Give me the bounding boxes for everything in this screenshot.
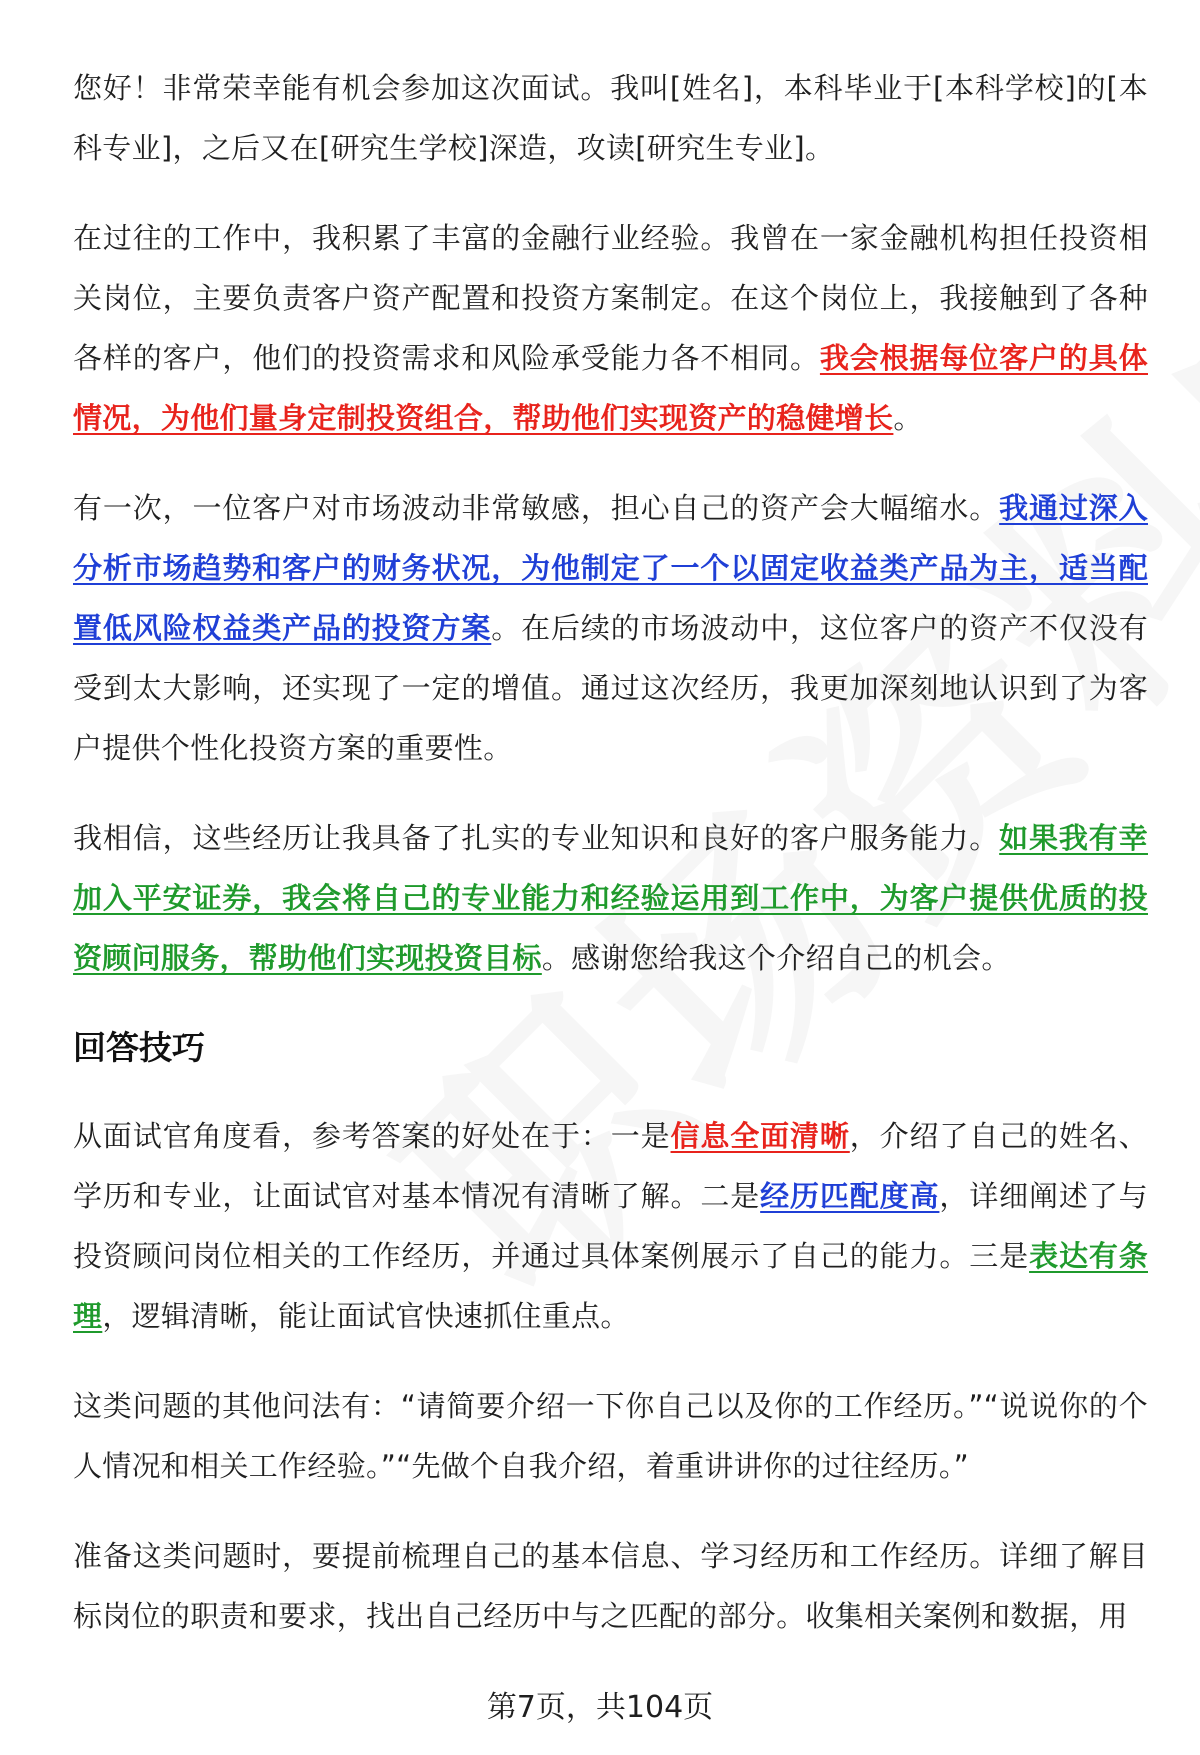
text-segment: 准备这类问题时，要提前梳理自己的基本信息、学习经历和工作经历。详细了解目标岗位的职责和要求，找出自己经历中与之匹配的部分。收集相关案例和数据，用 <box>73 1539 1148 1633</box>
answer-paragraph-2 <box>73 208 1148 448</box>
text-segment: 。 <box>893 401 923 435</box>
text-segment: 有一次，一位客户对市场波动非常敏感，担心自己的资产会大幅缩水。 <box>73 491 1000 525</box>
page-number-footer: 第7页，共104页 <box>486 1690 714 1725</box>
tips-paragraph-2 <box>73 1376 1148 1496</box>
text-segment: 。感谢您给我这个介绍自己的机会。 <box>541 941 1011 975</box>
highlight-blue-text: 我通过深入分析市场趋势和客户的财务状况，为他制定了一个以固定收益类产品为主，适当配置低风险权益类产品的投资方案 <box>73 491 1148 645</box>
section-title: 回答技巧 <box>73 1028 205 1067</box>
text-segment: 在过往的工作中，我积累了丰富的金融行业经验。我曾在一家金融机构担任投资相关岗位，主要负责客户资产配置和投资方案制定。在这个岗位上，我接触到了各种各样的客户，他们的投资需求和风险承受能力各不相同。 <box>73 221 1148 375</box>
answer-paragraph-3 <box>73 478 1148 778</box>
tips-section <box>73 1106 1148 1646</box>
text-segment: ，详细阐述了与投资顾问岗位相关的工作经历，并通过具体案例展示了自己的能力。三是 <box>73 1179 1148 1273</box>
highlight-green-text: 如果我有幸加入平安证券，我会将自己的专业能力和经验运用到工作中，为客户提供优质的投资顾问服务，帮助他们实现投资目标 <box>73 821 1148 975</box>
answer-paragraph-4 <box>73 808 1148 988</box>
highlight-red-text: 信息全面清晰 <box>670 1119 850 1153</box>
text-segment: ，逻辑清晰，能让面试官快速抓住重点。 <box>102 1299 630 1333</box>
highlight-blue-text: 经历匹配度高 <box>760 1179 940 1213</box>
answer-section <box>73 58 1148 988</box>
text-segment: ，介绍了自己的姓名、学历和专业，让面试官对基本情况有清晰了解。二是 <box>73 1119 1148 1213</box>
tips-paragraph-1 <box>73 1106 1148 1346</box>
document-body <box>73 58 1148 1676</box>
text-segment: 您好！非常荣幸能有机会参加这次面试。我叫[姓名]，本科毕业于[本科学校]的[本科专业]，之后又在[研究生学校]深造，攻读[研究生专业]。 <box>73 71 1148 165</box>
text-segment: 从面试官角度看，参考答案的好处在于：一是 <box>73 1119 671 1153</box>
tips-paragraph-3 <box>73 1526 1148 1646</box>
highlight-green-text: 表达有条理 <box>73 1239 1148 1333</box>
highlight-red-text: 我会根据每位客户的具体情况，为他们量身定制投资组合，帮助他们实现资产的稳健增长 <box>73 341 1148 435</box>
text-segment: 这类问题的其他问法有：“请简要介绍一下你自己以及你的工作经历。”“说说你的个人情况和相关工作经验。”“先做个自我介绍，着重讲讲你的过往经历。” <box>73 1389 1148 1483</box>
text-segment: 。在后续的市场波动中，这位客户的资产不仅没有受到太大影响，还实现了一定的增值。通过这次经历，我更加深刻地认识到了为客户提供个性化投资方案的重要性。 <box>73 611 1148 765</box>
answer-paragraph-1 <box>73 58 1148 178</box>
text-segment: 我相信，这些经历让我具备了扎实的专业知识和良好的客户服务能力。 <box>73 821 1000 855</box>
